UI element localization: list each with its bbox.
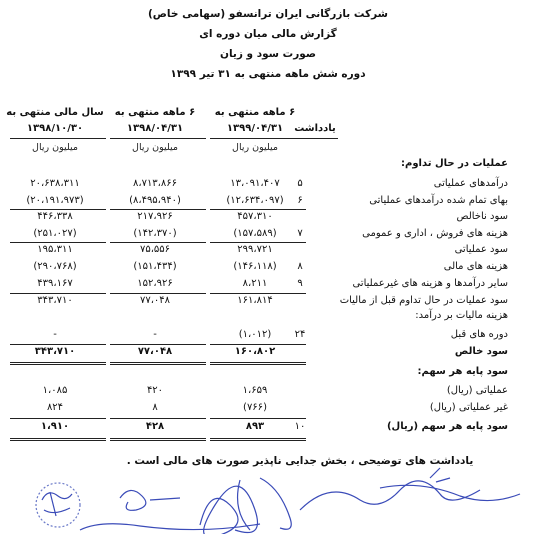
row-note: ۸: [297, 261, 303, 272]
row-label: سود خالص: [454, 346, 508, 357]
row-note: ۷: [297, 228, 303, 239]
row-value-v1: ۱،۶۵۹: [242, 385, 268, 396]
row-value-v3: ۲۰،۶۳۸،۳۱۱: [30, 178, 80, 189]
row-label: سود عملیاتی: [454, 244, 508, 255]
row-label: هزینه های فروش ، اداری و عمومی: [362, 228, 508, 239]
row-value-v2: (۸،۴۹۵،۹۴۰): [129, 195, 181, 206]
row-value-v1: ۸۹۳: [245, 421, 265, 432]
row-value-v3: ۱،۰۸۵: [42, 385, 68, 396]
col1-unit: میلیون ریال: [232, 142, 278, 153]
row-label: سایر درآمدها و هزینه های غیرعملیاتی: [352, 278, 508, 289]
row-value-v2: ۸: [152, 402, 158, 413]
row-label: دوره های قبل: [450, 329, 508, 340]
row-label: عملیات در حال تداوم:: [401, 158, 508, 169]
row-note: ۱۰: [294, 421, 306, 432]
company-name: شرکت بازرگانی ایران ترانسفو (سهامی خاص): [148, 8, 388, 20]
row-value-v3: ۴۳۹،۱۶۷: [37, 278, 73, 289]
row-value-v2: ۲۱۷،۹۲۶: [137, 211, 173, 222]
row-value-v3: ۸۲۴: [46, 402, 64, 413]
row-value-v3: -: [53, 329, 57, 340]
row-note: ۹: [297, 278, 303, 289]
row-value-v1: ۸،۲۱۱: [242, 278, 268, 289]
row-label: سود پایه هر سهم:: [417, 366, 508, 377]
row-value-v2: (۱۵۱،۴۳۴): [133, 261, 177, 272]
row-value-v3: ۳۴۳،۷۱۰: [37, 295, 73, 306]
row-value-v2: ۷۷،۰۴۸: [139, 295, 171, 306]
row-label: سود عملیات در حال تداوم قبل از مالیات: [339, 295, 508, 306]
row-label: هزینه های مالی: [443, 261, 508, 272]
footer-note: یادداشت های توضیحی ، بخش جدایی ناپذیر صورت های مالی است .: [126, 455, 474, 467]
row-label: سود پایه هر سهم (ریال): [386, 421, 508, 432]
row-value-v1: (۱،۰۱۲): [238, 329, 272, 340]
col3-title: سال مالی منتهی به: [6, 107, 104, 118]
col3-date: ۱۳۹۸/۱۰/۳۰: [26, 123, 84, 134]
row-value-v2: ۷۵،۵۵۶: [139, 244, 171, 255]
row-note: ۵: [297, 178, 303, 189]
row-value-v2: ۴۲۸: [145, 421, 165, 432]
row-label: سود ناخالص: [456, 211, 508, 222]
col2-date: ۱۳۹۸/۰۴/۳۱: [126, 123, 184, 134]
row-value-v1: ۱۶۰،۸۰۲: [234, 346, 276, 357]
row-value-v3: ۱،۹۱۰: [40, 421, 70, 432]
row-value-v1: ۱۳،۰۹۱،۴۰۷: [230, 178, 280, 189]
note-column-header: یادداشت: [294, 123, 336, 134]
row-value-v1: ۱۶۱،۸۱۴: [237, 295, 273, 306]
row-value-v2: (۱۴۲،۳۷۰): [133, 228, 177, 239]
row-label: بهای تمام شده درآمدهای عملیاتی: [369, 195, 508, 206]
row-value-v1: (۱۴۶،۱۱۸): [233, 261, 277, 272]
row-value-v1: (۱۲،۶۳۴،۰۹۷): [226, 195, 284, 206]
row-value-v3: ۳۴۳،۷۱۰: [34, 346, 76, 357]
row-value-v1: (۱۵۷،۵۸۹): [233, 228, 277, 239]
col3-unit: میلیون ریال: [32, 142, 78, 153]
row-label: هزینه مالیات بر درآمد:: [415, 310, 508, 321]
period-title: دوره شش ماهه منتهی به ۳۱ تیر ۱۳۹۹: [170, 68, 366, 80]
row-label: درآمدهای عملیاتی: [433, 178, 508, 189]
row-value-v1: (۷۶۶): [243, 402, 267, 413]
statement-title: صورت سود و زیان: [219, 48, 316, 60]
row-value-v3: ۴۴۶،۳۳۸: [37, 211, 73, 222]
row-value-v3: ۱۹۵،۳۱۱: [37, 244, 73, 255]
row-value-v2: ۴۲۰: [146, 385, 164, 396]
col2-title: ۶ ماهه منتهی به: [114, 107, 196, 118]
row-value-v3: (۲۵۱،۰۲۷): [33, 228, 77, 239]
row-value-v2: ۷۷،۰۴۸: [137, 346, 173, 357]
row-label: عملیاتی (ریال): [446, 385, 508, 396]
report-title: گزارش مالی میان دوره ای: [199, 28, 337, 40]
col1-title: ۶ ماهه منتهی به: [214, 107, 296, 118]
col2-unit: میلیون ریال: [132, 142, 178, 153]
row-label: غیر عملیاتی (ریال): [429, 402, 508, 413]
row-note: ۲۴: [294, 329, 306, 340]
row-value-v2: ۱۵۲،۹۲۶: [137, 278, 173, 289]
row-value-v2: -: [153, 329, 157, 340]
row-note: ۶: [297, 195, 303, 206]
row-value-v3: (۲۹۰،۷۶۸): [33, 261, 77, 272]
row-value-v1: ۴۵۷،۳۱۰: [237, 211, 273, 222]
row-value-v2: ۸،۷۱۳،۸۶۶: [132, 178, 178, 189]
row-value-v1: ۲۹۹،۷۲۱: [237, 244, 273, 255]
row-value-v3: (۲۰،۱۹۱،۹۷۳): [26, 195, 84, 206]
col1-date: ۱۳۹۹/۰۴/۳۱: [226, 123, 284, 134]
